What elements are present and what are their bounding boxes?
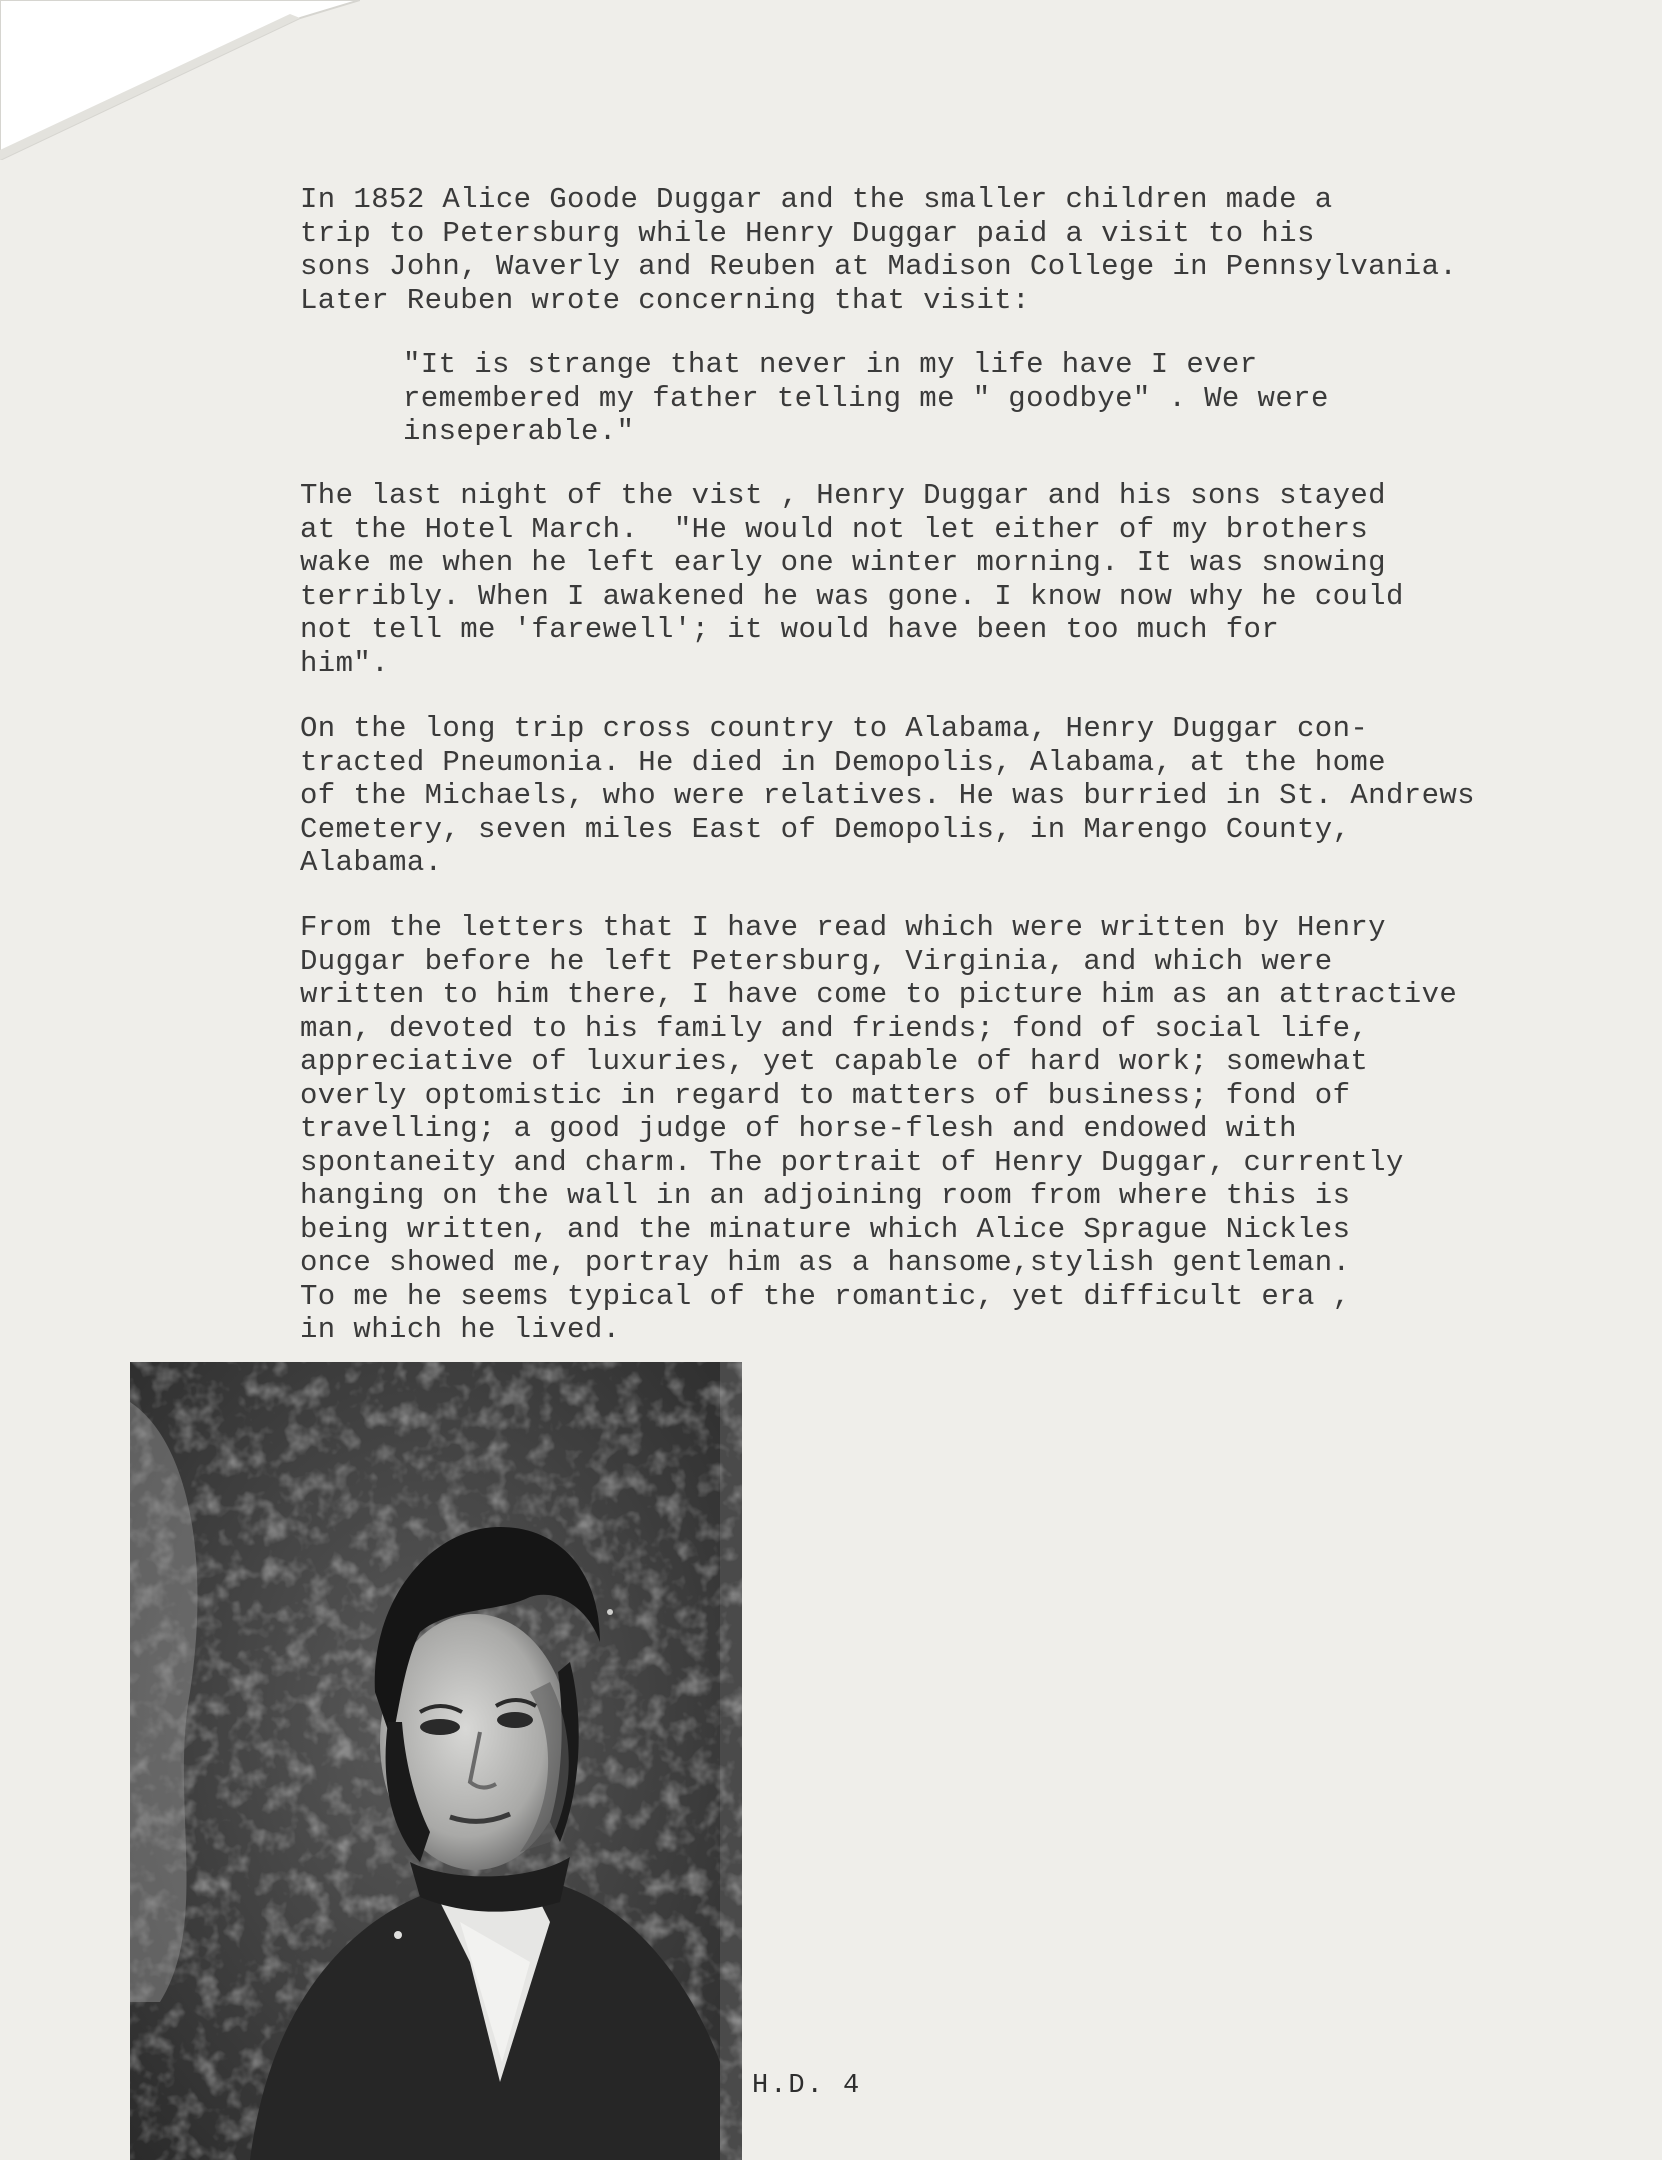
paragraph-line: tracted Pneumonia. He died in Demopolis, Alabama, at the home xyxy=(300,745,1386,779)
block-quote xyxy=(403,348,1662,449)
paragraph-line: not tell me 'farewell'; it would have been too much for xyxy=(300,613,1280,646)
paragraph-line: Later Reuben wrote concerning that visit: xyxy=(300,283,1030,317)
paragraph-line: hanging on the wall in an adjoining room from where this is xyxy=(300,1179,1351,1212)
paragraph-line: Duggar before he left Petersburg, Virginia, and which were xyxy=(300,944,1333,978)
paragraph-line: spontaneity and charm. The portrait of Henry Duggar, currently xyxy=(300,1145,1404,1179)
paragraph-line: of the Michaels, who were relatives. He was burried in St. Andrews xyxy=(300,779,1475,812)
paragraph-line: at the Hotel March. "He would not let either of my brothers xyxy=(300,512,1369,546)
paragraph-line: written to him there, I have come to picture him as an attractive xyxy=(300,978,1458,1011)
paragraph-line: being written, and the minature which Alice Sprague Nickles xyxy=(300,1212,1351,1246)
paragraph-line: overly optomistic in regard to matters of business; fond of xyxy=(300,1078,1351,1112)
quote-line: "It is strange that never in my life have I ever xyxy=(403,348,1258,381)
portrait-photo xyxy=(130,1362,742,2160)
paragraph-line: To me he seems typical of the romantic, yet difficult era , xyxy=(300,1279,1351,1313)
paragraph-line: The last night of the vist , Henry Duggar and his sons stayed xyxy=(300,479,1386,512)
paragraph-line: On the long trip cross country to Alabama, Henry Duggar con- xyxy=(300,712,1369,745)
paragraph-line: Cemetery, seven miles East of Demopolis, in Marengo County, xyxy=(300,812,1351,846)
paragraph-line: In 1852 Alice Goode Duggar and the smaller children made a xyxy=(300,183,1333,216)
page-identifier: H.D. 4 xyxy=(752,2071,862,2101)
quote-line: remembered my father telling me " goodbye" . We were xyxy=(403,381,1329,415)
quote-line: inseperable." xyxy=(403,415,635,448)
paragraph-line: man, devoted to his family and friends; fond of social life, xyxy=(300,1011,1369,1045)
paragraph-line: him". xyxy=(300,646,390,680)
folded-corner xyxy=(0,0,360,160)
paragraph-4 xyxy=(300,911,1640,1347)
paragraph-line: Alabama. xyxy=(300,846,443,879)
paragraph-line: once showed me, portray him as a hansome,stylish gentleman. xyxy=(300,1246,1351,1279)
paragraph-2 xyxy=(300,479,1640,680)
paragraph-line: From the letters that I have read which were written by Henry xyxy=(300,911,1386,944)
paragraph-1 xyxy=(300,183,1640,317)
paragraph-line: appreciative of luxuries, yet capable of hard work; somewhat xyxy=(300,1045,1369,1078)
paragraph-line: wake me when he left early one winter morning. It was snowing xyxy=(300,546,1386,579)
paragraph-line: terribly. When I awakened he was gone. I know now why he could xyxy=(300,579,1404,613)
paragraph-line: in which he lived. xyxy=(300,1313,621,1346)
paragraph-line: travelling; a good judge of horse-flesh and endowed with xyxy=(300,1112,1297,1145)
paragraph-3 xyxy=(300,712,1640,880)
paragraph-line: trip to Petersburg while Henry Duggar paid a visit to his xyxy=(300,216,1315,250)
paragraph-line: sons John, Waverly and Reuben at Madison College in Pennsylvania. xyxy=(300,250,1458,283)
